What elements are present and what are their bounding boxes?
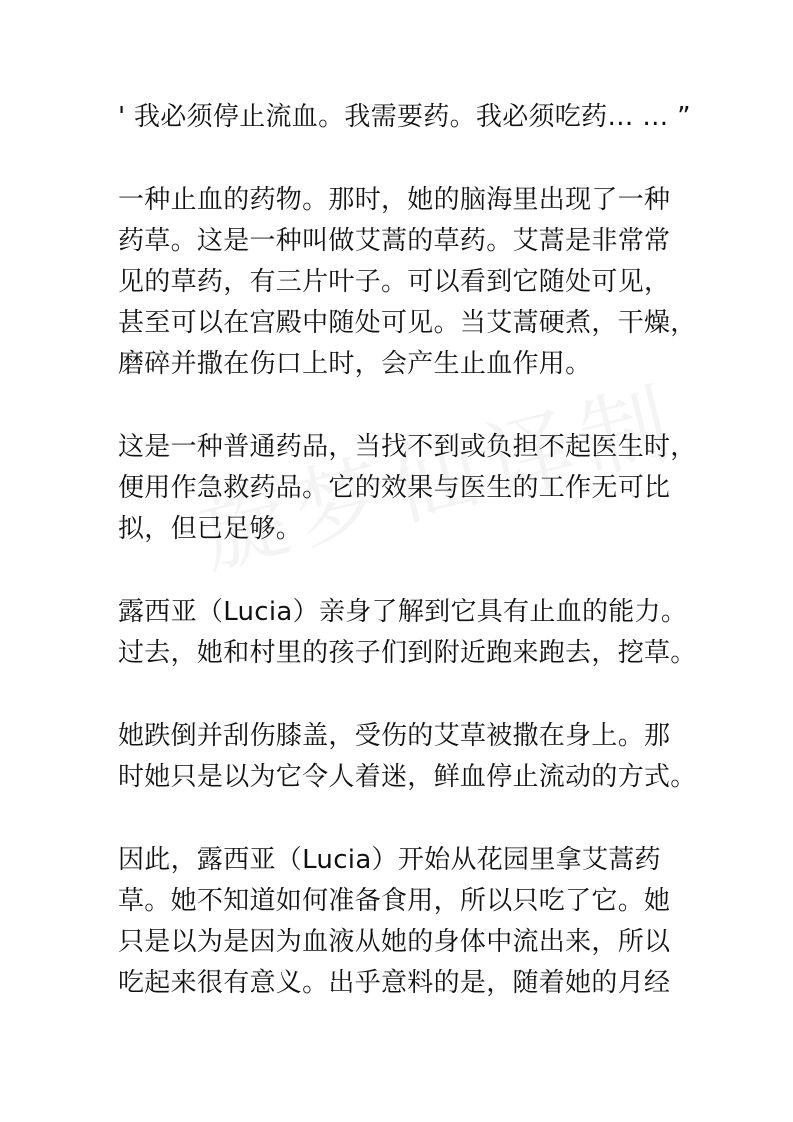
paragraph-4-line-2: 过去，她和村里的孩子们到附近跑来跑去，挖草。: [118, 638, 697, 668]
paragraph-2-line-1: 一种止血的药物。那时，她的脑海里出现了一种: [118, 185, 671, 215]
paragraph-5-line-1: 她跌倒并刮伤膝盖，受伤的艾草被撒在身上。那: [118, 721, 671, 751]
paragraph-6-line-3: 只是以为是因为血液从她的身体中流出来，所以: [118, 927, 671, 957]
paragraph-6-line-4: 吃起来很有意义。出乎意料的是，随着她的月经: [118, 968, 671, 998]
paragraph-6-line-2: 草。她不知道如何准备食用，所以只吃了它。她: [118, 886, 671, 916]
paragraph-3-line-1: 这是一种普通药品，当找不到或负担不起医生时，: [118, 432, 697, 462]
paragraph-3-line-3: 拟，但已足够。: [118, 514, 303, 544]
paragraph-2-line-5: 磨碎并撒在伤口上时，会产生止血作用。: [118, 349, 592, 379]
paragraph-6-line-1: 因此，露西亚（Lucia）开始从花园里拿艾蒿药: [118, 845, 661, 875]
paragraph-5-line-2: 时她只是以为它令人着迷，鲜血停止流动的方式。: [118, 762, 697, 792]
paragraph-2-line-3: 见的草药，有三片叶子。可以看到它随处可见，: [118, 267, 671, 297]
paragraph-3-line-2: 便用作急救药品。它的效果与医生的工作无可比: [118, 473, 671, 503]
paragraph-1-line-1: ' 我必须停止流血。我需要药。我必须吃药… … ”: [118, 102, 691, 132]
paragraph-2-line-4: 甚至可以在宫殿中随处可见。当艾蒿硬煮，干燥，: [118, 308, 697, 338]
paragraph-2-line-2: 药草。这是一种叫做艾蒿的草药。艾蒿是非常常: [118, 226, 671, 256]
paragraph-4-line-1: 露西亚（Lucia）亲身了解到它具有止血的能力。: [118, 597, 688, 627]
